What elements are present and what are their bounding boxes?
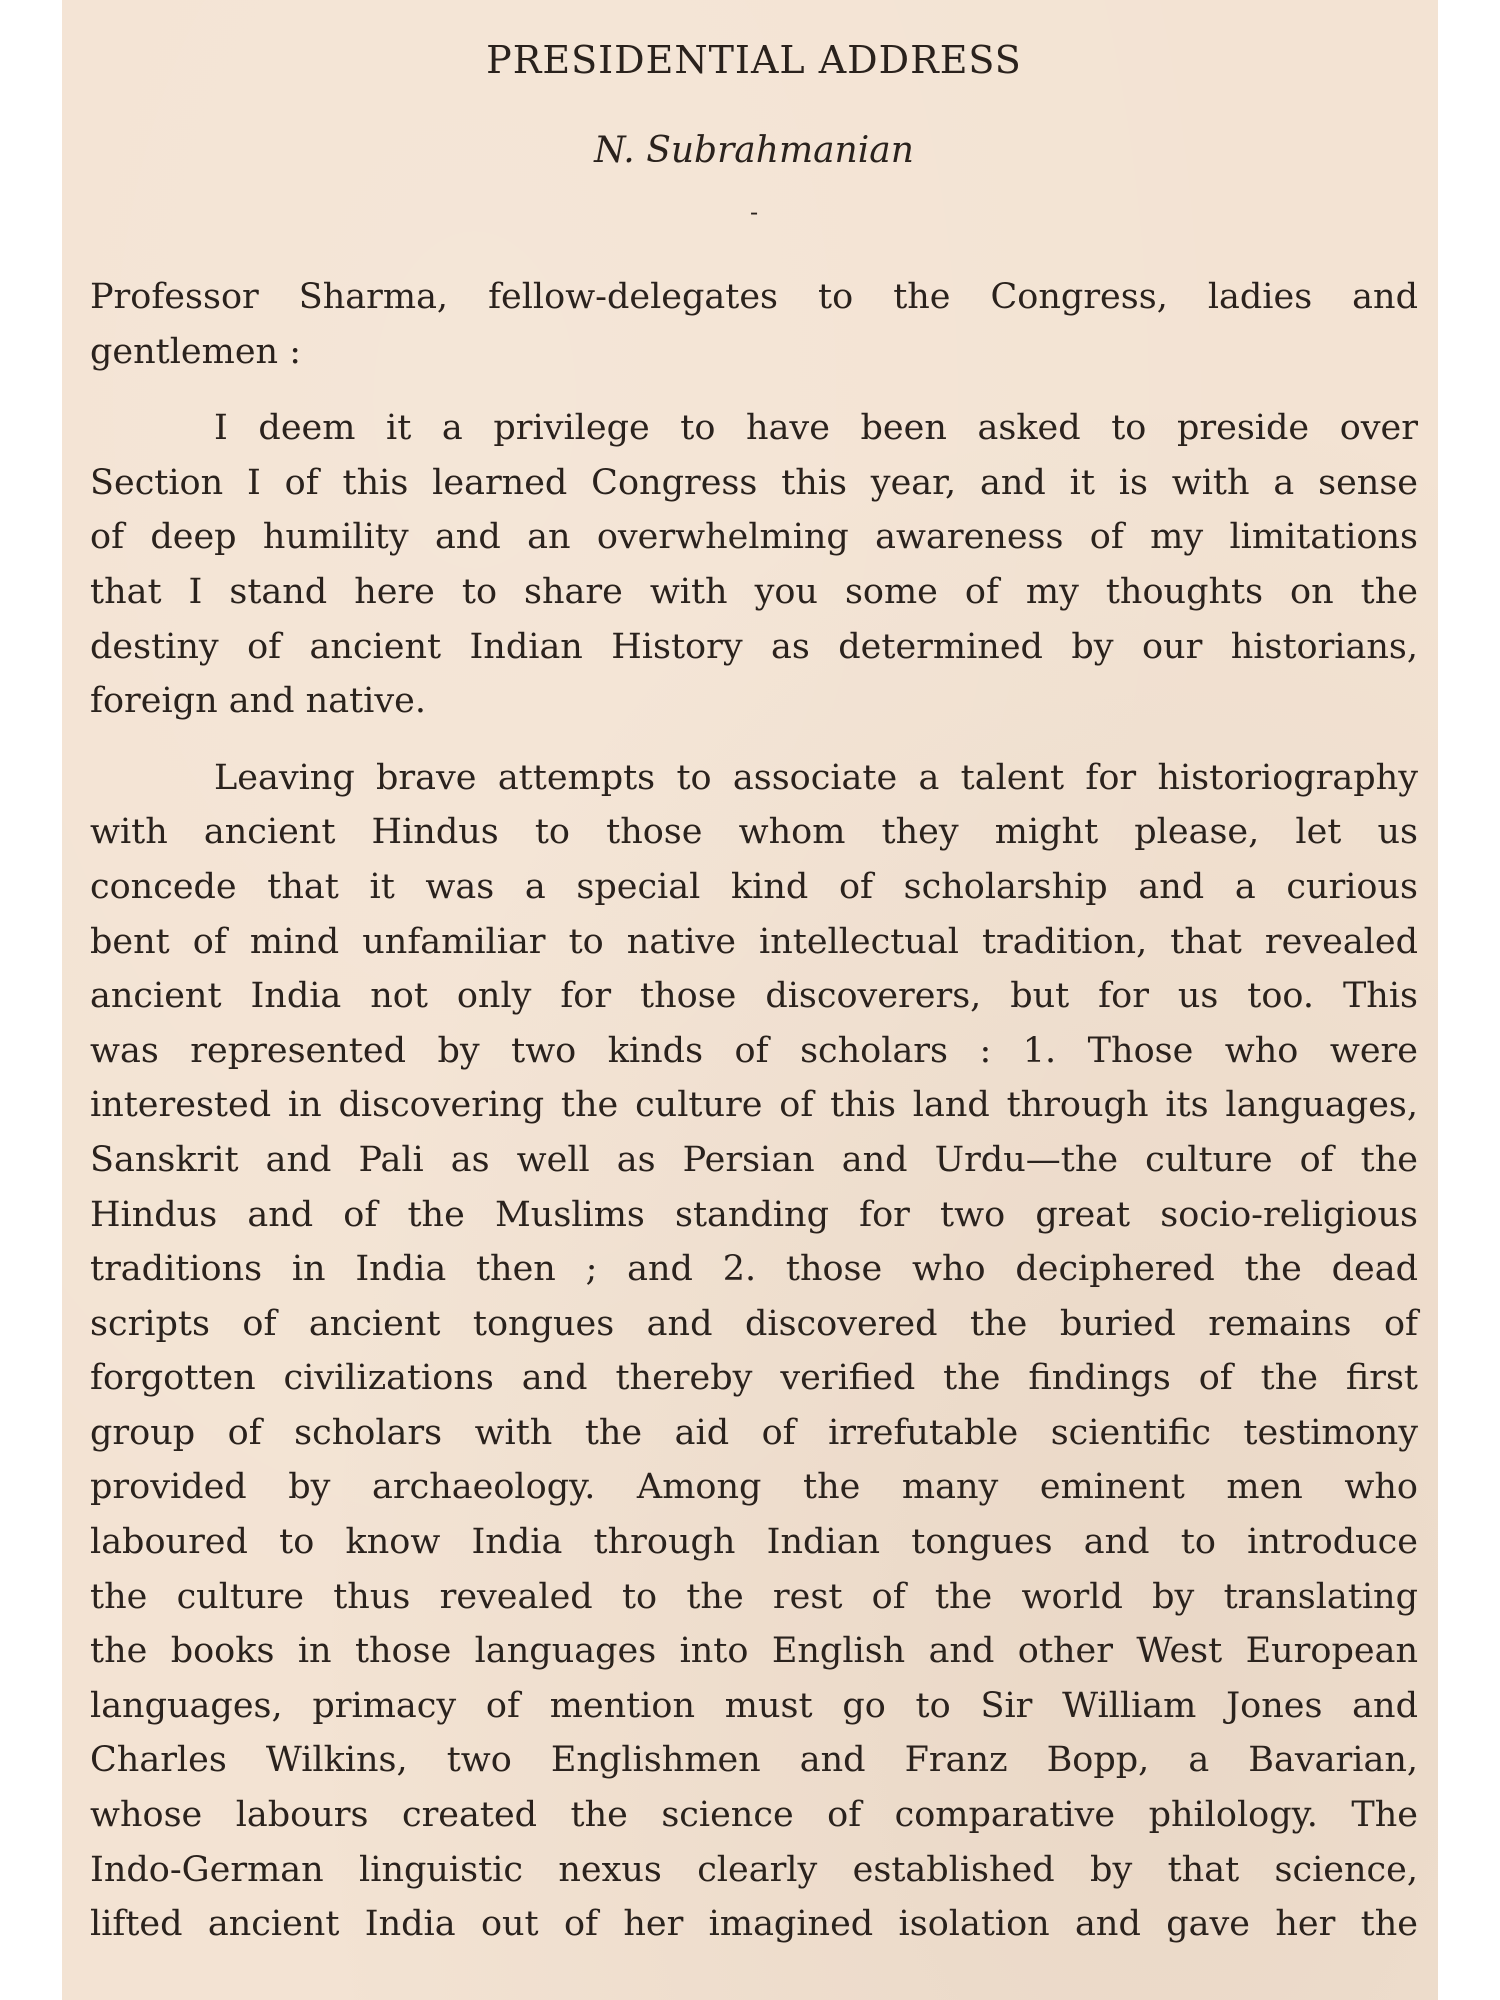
text-line: concede that it was a special kind of scholarship and a curious — [90, 866, 1418, 907]
text-line: bent of mind unfamiliar to native intellectual tradition, that revealed — [90, 921, 1418, 962]
paragraph-privilege — [90, 401, 1418, 729]
text-line: interested in discovering the culture of this land through its languages, — [90, 1085, 1418, 1126]
text-line: forgotten civilizations and thereby verified the findings of the first — [90, 1358, 1418, 1399]
text-line: Sanskrit and Pali as well as Persian and Urdu—the culture of the — [90, 1139, 1418, 1180]
text-line: Section I of this learned Congress this year, and it is with a sense — [90, 462, 1418, 503]
text-line: the books in those languages into English and other West European — [90, 1631, 1418, 1672]
text-line: whose labours created the science of comparative philology. The — [90, 1795, 1418, 1836]
text-line: was represented by two kinds of scholars : 1. Those who were — [90, 1030, 1418, 1071]
text-line: with ancient Hindus to those whom they might please, let us — [90, 812, 1418, 853]
paragraph-gap — [90, 729, 1418, 751]
paragraph-gap — [90, 379, 1418, 401]
text-line: that I stand here to share with you some of my thoughts on the — [90, 571, 1418, 612]
paragraph-scholars — [90, 751, 1418, 1952]
text-line: I deem it a privilege to have been asked to preside over — [214, 408, 1418, 449]
text-line: group of scholars with the aid of irrefutable scientific testimony — [90, 1412, 1418, 1453]
text-line: gentlemen : — [90, 331, 301, 372]
text-line: laboured to know India through Indian tongues and to introduce — [90, 1522, 1418, 1563]
paragraph-salutation — [90, 270, 1418, 379]
text-line: ancient India not only for those discoverers, but for us too. This — [90, 976, 1418, 1017]
text-line: the culture thus revealed to the rest of the world by translating — [90, 1576, 1418, 1617]
text-line: destiny of ancient Indian History as determined by our historians, — [90, 626, 1418, 667]
separator-mark: - — [749, 198, 759, 226]
page-title: PRESIDENTIAL ADDRESS — [486, 38, 1022, 82]
text-line: Charles Wilkins, two Englishmen and Franz Bopp, a Bavarian, — [90, 1740, 1418, 1781]
document-page — [62, 0, 1438, 2000]
text-line: languages, primacy of mention must go to Sir William Jones and — [90, 1685, 1418, 1726]
text-line: Professor Sharma, fellow-delegates to the Congress, ladies and — [90, 277, 1418, 317]
text-line: Leaving brave attempts to associate a talent for historiography — [214, 757, 1418, 798]
text-line: provided by archaeology. Among the many eminent men who — [90, 1467, 1418, 1508]
text-line: foreign and native. — [90, 681, 426, 722]
text-line: lifted ancient India out of her imagined isolation and gave her the — [90, 1904, 1418, 1945]
text-line: scripts of ancient tongues and discovered the buried remains of — [90, 1303, 1418, 1344]
text-line: Indo-German linguistic nexus clearly established by that science, — [90, 1849, 1418, 1890]
text-line: traditions in India then ; and 2. those who deciphered the dead — [90, 1249, 1418, 1290]
text-line: of deep humility and an overwhelming awareness of my limitations — [90, 517, 1418, 558]
body-text — [90, 270, 1418, 1952]
author-name: N. Subrahmanian — [594, 130, 914, 171]
text-line: Hindus and of the Muslims standing for two great socio-religious — [90, 1194, 1418, 1235]
